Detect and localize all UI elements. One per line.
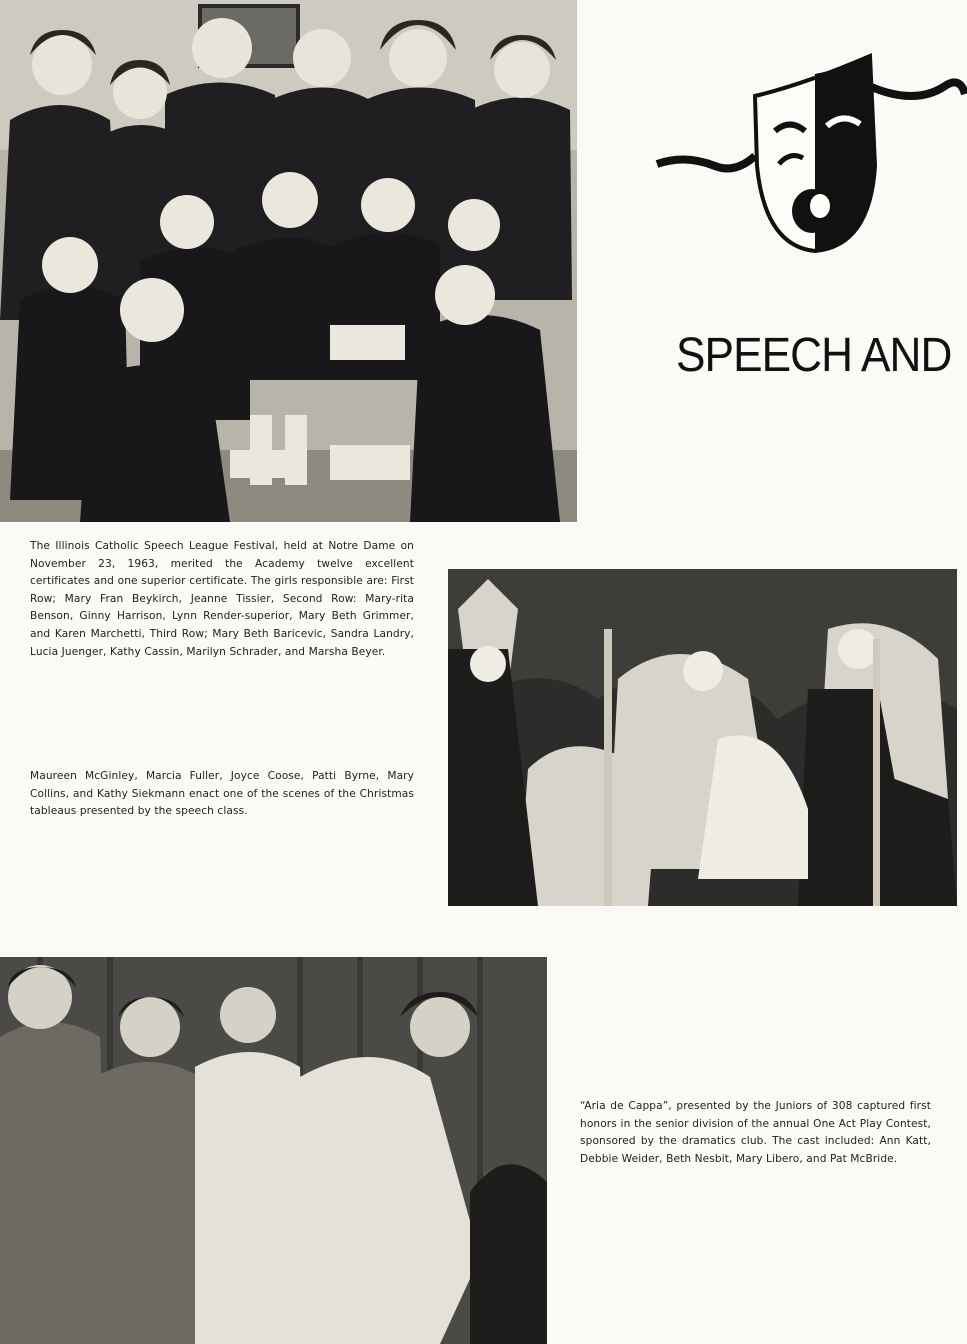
aria-caption: “Aria de Cappa”, presented by the Juniors of 308 captured first honors in the senior division of the annual One Act Play Contest, sponsored by the dramatics club. The cast included: Ann Katt, Debbie Weider, Beth Nesbit, Mary Libero, and Pat McBride. xyxy=(580,1100,931,1165)
play-photo-icon xyxy=(0,957,547,1344)
theater-mask-icon xyxy=(655,46,967,264)
tableau-photo xyxy=(448,569,957,906)
group-photo-icon xyxy=(0,0,577,522)
group-photo xyxy=(0,0,577,522)
tableau-photo-icon xyxy=(448,569,957,906)
festival-caption: The Illinois Catholic Speech League Festival, held at Notre Dame on November 23, 1963, merited the Academy twelve excellent certificates and one superior certificate. The girls responsible are: First Row; Mary Fran Beykirch, Jeanne Tissier, Second Row: Mary-rita Benson, Ginny Harrison, Lynn Render-superior, Mary Beth Grimmer, and Karen Marchetti, Third Row; Mary Beth Baricevic, Sandra Landry, Lucia Juenger, Kathy Cassin, Marilyn Schrader, and Marsha Beyer. xyxy=(30,540,414,658)
page-title: SPEECH AND xyxy=(676,329,952,382)
tableau-caption: Maureen McGinley, Marcia Fuller, Joyce Coose, Patti Byrne, Mary Collins, and Kathy Siekmann enact one of the scenes of the Christmas tableaus presented by the speech class. xyxy=(30,770,414,818)
play-photo xyxy=(0,957,547,1344)
